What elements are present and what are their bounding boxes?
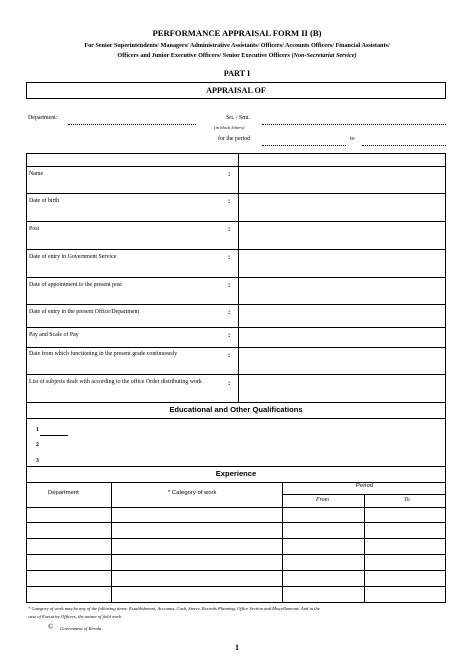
details-row-line (26, 374, 446, 375)
experience-heading: Experience (215, 469, 257, 478)
qualification-row-1-underline (40, 435, 68, 436)
qualification-row-1-number: 1 (36, 427, 39, 433)
period-to-label: to (350, 136, 355, 142)
field-name-input[interactable] (242, 166, 442, 180)
name-hint: (in block letters) (214, 125, 245, 130)
field-grade-input[interactable] (242, 348, 442, 368)
period-to-field[interactable] (362, 145, 446, 146)
field-dob-colon: : (228, 197, 231, 205)
part-heading: PART I (223, 69, 251, 78)
field-subjects-input[interactable] (242, 376, 442, 398)
field-grade-colon: : (228, 351, 231, 359)
name-label: Sri. / Smt. (226, 115, 250, 121)
department-label: Department: (28, 115, 58, 121)
field-office-entry-colon: : (228, 308, 231, 316)
experience-row-line (26, 554, 446, 555)
footnote-line1: * Category of work may be any of the following items: Establishment, Accounts, Cash, Stores, Records Planning, Office Section and Miscellaneous. And in the (28, 606, 320, 611)
field-office-entry-input[interactable] (242, 304, 442, 318)
experience-heading-line (26, 482, 446, 483)
period-label: for the period (218, 136, 251, 142)
field-post-colon: : (228, 225, 231, 233)
copyright-icon: © (48, 623, 54, 631)
experience-col-divider-2 (282, 482, 283, 603)
form-subtitle-service: (Non-Secretariat Service) (291, 52, 357, 59)
experience-col-department: Department (48, 490, 79, 496)
field-post-input[interactable] (242, 221, 442, 235)
field-pay-colon: : (228, 331, 231, 339)
field-post-label: Post (29, 226, 40, 232)
form-subtitle-line2-text: Officers and Junior Executive Officers/ Senior Executive Officers (117, 52, 290, 59)
experience-row-line (26, 570, 446, 571)
name-field[interactable] (262, 124, 446, 125)
field-present-post-label: Date of appointment to the present post (29, 282, 122, 288)
qualification-row-3-number: 3 (36, 458, 39, 464)
field-dob-input[interactable] (242, 193, 442, 207)
field-present-post-colon: : (228, 281, 231, 289)
qualification-row-2-input[interactable] (70, 439, 440, 451)
form-title: PERFORMANCE APPRAISAL FORM II (B) (152, 28, 322, 38)
field-name-colon: : (228, 170, 231, 178)
page-number: 1 (235, 643, 239, 652)
experience-col-from: From (316, 497, 329, 503)
details-row-line (26, 418, 446, 419)
appraisal-of-label: APPRAISAL OF (206, 86, 266, 95)
qualification-row-2-number: 2 (36, 442, 39, 448)
experience-period-line (282, 494, 446, 495)
form-subtitle-line1: For Senior Superintendents/ Managers/ Administrative Assistants/ Officers/ Accounts Officers/ Financial Assistants/ (84, 42, 390, 49)
field-dob-label: Date of birth (29, 198, 60, 204)
field-office-entry-label: Date of entry in the present Office/Department (29, 309, 140, 315)
experience-row-line (26, 586, 446, 587)
field-govt-entry-label: Date of entry in Government Service (29, 254, 117, 260)
field-subjects-colon: : (228, 379, 231, 387)
appraisal-of-box (26, 82, 446, 99)
field-present-post-input[interactable] (242, 277, 442, 291)
copyright-text: Government of Kerala (60, 626, 102, 631)
footnote-line2: case of Executive Officers, the nature of field work. (28, 614, 123, 619)
form-subtitle-line2 (0, 52, 474, 59)
period-from-field[interactable] (262, 145, 346, 146)
field-pay-label: Pay and Scale of Pay (29, 332, 79, 338)
experience-row-line (26, 538, 446, 539)
experience-col-divider-1 (111, 482, 112, 603)
field-name-label: Name (29, 171, 44, 177)
field-pay-input[interactable] (242, 327, 442, 341)
experience-col-period: Period (356, 483, 374, 489)
experience-row-line (26, 522, 446, 523)
qualification-row-1-input[interactable] (70, 424, 440, 436)
experience-col-to: To (404, 497, 410, 503)
field-govt-entry-colon: : (228, 253, 231, 261)
details-row-line (26, 402, 446, 403)
qualification-row-3-input[interactable] (70, 455, 440, 467)
department-field[interactable] (68, 124, 196, 125)
field-grade-label: Date from which functioning in the present grade continuously (29, 351, 178, 357)
experience-col-category: * Category of work (168, 490, 217, 496)
qualifications-heading: Educational and Other Qualifications (169, 405, 303, 414)
experience-row-line (26, 507, 446, 508)
field-subjects-label: List of subjects dealt with according to the office Order distributing work (29, 379, 202, 385)
field-govt-entry-input[interactable] (242, 249, 442, 263)
